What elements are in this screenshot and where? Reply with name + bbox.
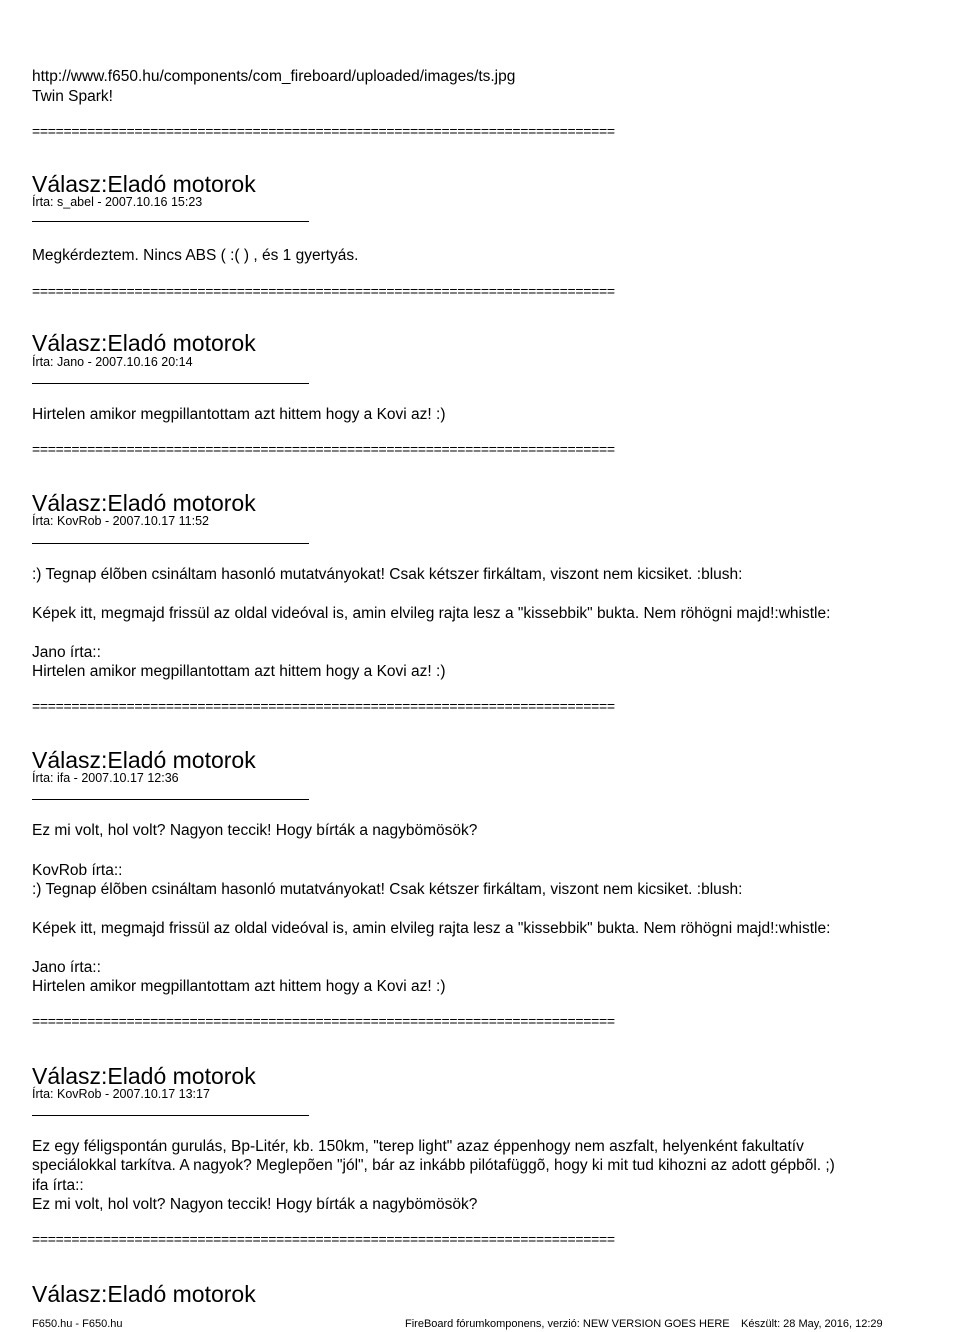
post-divider bbox=[32, 543, 309, 544]
post-title: Válasz:Eladó motorok bbox=[32, 747, 256, 773]
quote-text: :) Tegnap élõben csináltam hasonló mutatványokat! Csak kétszer firkáltam, viszont nem kicsiket. :blush: bbox=[32, 881, 743, 898]
post-meta: Írta: s_abel - 2007.10.16 15:23 bbox=[32, 195, 203, 209]
post-divider bbox=[32, 383, 309, 384]
post-title: Válasz:Eladó motorok bbox=[32, 490, 256, 516]
image-url[interactable]: http://www.f650.hu/components/com_fireboard/uploaded/images/ts.jpg bbox=[32, 68, 516, 85]
quote-author: ifa írta:: bbox=[32, 1177, 84, 1194]
footer-component: FireBoard fórumkomponens, verzió: NEW VERSION GOES HERE bbox=[405, 1318, 730, 1330]
quote-text: Hirtelen amikor megpillantottam azt hittem hogy a Kovi az! :) bbox=[32, 663, 446, 680]
post-meta: Írta: KovRob - 2007.10.17 13:17 bbox=[32, 1087, 210, 1101]
post-divider bbox=[32, 1115, 309, 1116]
separator: ========================================================================== bbox=[32, 441, 615, 457]
quote-text: Hirtelen amikor megpillantottam azt hittem hogy a Kovi az! :) bbox=[32, 978, 446, 995]
separator: ========================================================================== bbox=[32, 698, 615, 714]
footer-generated: Készült: 28 May, 2016, 12:29 bbox=[741, 1318, 883, 1330]
quote-author: Jano írta:: bbox=[32, 644, 101, 661]
post-title: Válasz:Eladó motorok bbox=[32, 330, 256, 356]
quote-author: Jano írta:: bbox=[32, 959, 101, 976]
post-meta: Írta: ifa - 2007.10.17 12:36 bbox=[32, 771, 179, 785]
post-meta: Írta: KovRob - 2007.10.17 11:52 bbox=[32, 514, 209, 528]
quote-text: Ez mi volt, hol volt? Nagyon teccik! Hogy bírták a nagybömösök? bbox=[32, 1196, 478, 1213]
separator: ========================================================================== bbox=[32, 1013, 615, 1029]
post-line: Megkérdeztem. Nincs ABS ( :( ) , és 1 gyertyás. bbox=[32, 247, 359, 264]
post-line: Hirtelen amikor megpillantottam azt hittem hogy a Kovi az! :) bbox=[32, 406, 446, 423]
post-title: Válasz:Eladó motorok bbox=[32, 171, 256, 197]
post-divider bbox=[32, 799, 309, 800]
post-title: Válasz:Eladó motorok bbox=[32, 1063, 256, 1089]
post-line: :) Tegnap élõben csináltam hasonló mutatványokat! Csak kétszer firkáltam, viszont nem kicsiket. :blush: bbox=[32, 566, 743, 583]
separator: ========================================================================== bbox=[32, 123, 615, 139]
post-line: Ez egy féligspontán gurulás, Bp-Litér, kb. 150km, "terep light" azaz éppenhogy nem aszfalt, helyenként fakultatív bbox=[32, 1138, 804, 1155]
quote-text: Képek itt, megmajd frissül az oldal videóval is, amin elvileg rajta lesz a "kissebbik" bukta. Nem röhögni majd!:whistle: bbox=[32, 920, 831, 937]
post-divider bbox=[32, 221, 309, 222]
footer-site: F650.hu - F650.hu bbox=[32, 1318, 123, 1330]
post-line: speciálokkal tarkítva. A nagyok? Meglepõen "jól", bár az inkább pilótafüggõ, hogy ki mit tud kihozni az adott gépbõl. ;) bbox=[32, 1157, 835, 1174]
post-line: Ez mi volt, hol volt? Nagyon teccik! Hogy bírták a nagybömösök? bbox=[32, 822, 478, 839]
separator: ========================================================================== bbox=[32, 1231, 615, 1247]
post-meta: Írta: Jano - 2007.10.16 20:14 bbox=[32, 355, 193, 369]
image-caption: Twin Spark! bbox=[32, 88, 113, 105]
quote-author: KovRob írta:: bbox=[32, 862, 123, 879]
post-title: Válasz:Eladó motorok bbox=[32, 1281, 256, 1307]
separator: ========================================================================== bbox=[32, 283, 615, 299]
post-line: Képek itt, megmajd frissül az oldal videóval is, amin elvileg rajta lesz a "kissebbik" bukta. Nem röhögni majd!:whistle: bbox=[32, 605, 831, 622]
